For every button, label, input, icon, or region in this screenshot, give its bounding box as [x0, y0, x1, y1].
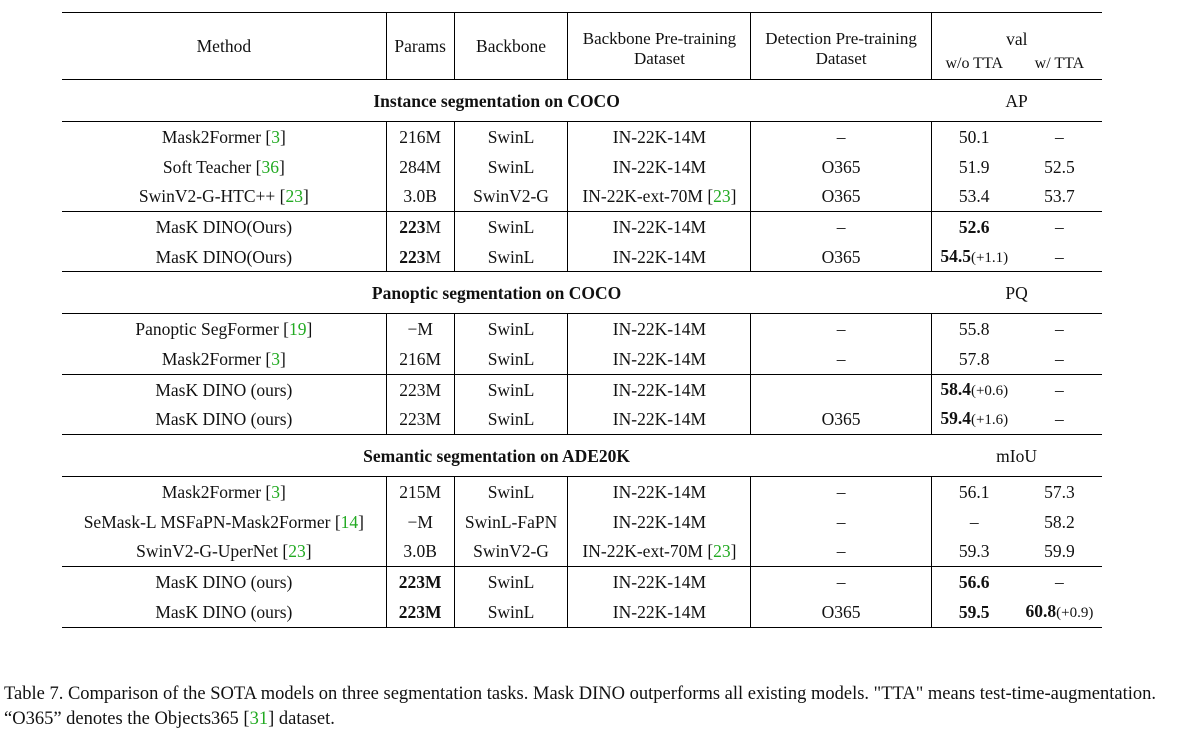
w-tta-cell: [1017, 181, 1102, 211]
backbone-dataset-cell: IN-22K-ext-70M [23]: [568, 537, 751, 567]
wo-tta-cell: [931, 152, 1017, 182]
w-tta-value: 58.2: [1044, 511, 1075, 532]
table-body: [62, 13, 1102, 628]
header-wo-tta: w/o TTA: [931, 49, 1017, 80]
citation-link[interactable]: 23: [713, 186, 731, 207]
backbone-dataset: IN-22K-14M: [612, 348, 707, 369]
wo-tta-bold: 59.4: [940, 408, 971, 429]
method-name: Mask2Former: [161, 126, 262, 147]
sota-comparison-table: [62, 12, 1102, 628]
header-bb-dataset: Dataset: [568, 49, 751, 80]
wo-tta-cell: [931, 181, 1017, 211]
backbone-dataset-cell: [568, 242, 751, 272]
citation-link[interactable]: 3: [271, 482, 280, 503]
params-cell: [386, 507, 454, 537]
params-bold: 223: [399, 246, 426, 267]
params-value: M: [425, 246, 442, 267]
citation-link[interactable]: 23: [285, 186, 303, 207]
backbone-cell: SwinL: [454, 152, 568, 182]
backbone-dataset: IN-22K-14M: [612, 379, 707, 400]
citation-link[interactable]: 19: [288, 319, 307, 340]
method-cell: SwinV2-G-UperNet [23]: [62, 537, 386, 567]
params-cell: [386, 122, 454, 152]
method-name: MasK DINO (ours): [155, 379, 293, 400]
method-cell: [62, 405, 386, 435]
wo-tta-value: 53.4: [958, 186, 990, 207]
backbone-dataset: IN-22K-14M: [612, 409, 707, 430]
wo-tta-cell: [931, 242, 1017, 272]
backbone-cell: SwinV2-G: [454, 181, 568, 211]
detection-dataset-cell: –: [751, 314, 931, 344]
w-tta-value: –: [1055, 572, 1064, 593]
detection-dataset-cell: –: [751, 537, 931, 567]
w-tta-bold: 60.8: [1025, 600, 1057, 621]
params-cell: [386, 152, 454, 182]
w-tta-cell: [1017, 242, 1102, 272]
method-cell: [62, 212, 386, 242]
backbone-dataset-cell: IN-22K-ext-70M [23]: [568, 181, 751, 211]
backbone-dataset: IN-22K-14M: [612, 572, 707, 593]
w-tta-cell: [1017, 212, 1102, 242]
params-bold: 223M: [398, 572, 442, 593]
table-row: [62, 181, 1102, 211]
wo-tta-cell: [931, 537, 1017, 567]
detection-dataset-cell: –: [751, 477, 931, 507]
params-cell: [386, 537, 454, 567]
w-tta-value: –: [1055, 348, 1064, 369]
w-tta-value: –: [1055, 126, 1064, 147]
wo-tta-cell: [931, 507, 1017, 537]
backbone-cell: SwinL: [454, 314, 568, 344]
method-name: SeMask-L MSFaPN-Mask2Former: [83, 511, 331, 532]
backbone-dataset-cell: [568, 405, 751, 435]
w-tta-value: –: [1055, 409, 1064, 430]
caption-citation[interactable]: 31: [249, 709, 269, 729]
backbone-cell: SwinL: [454, 212, 568, 242]
table-row: [62, 374, 1102, 404]
header-params: Params: [386, 13, 454, 80]
detection-dataset-cell: O365: [751, 405, 931, 435]
w-tta-value: 52.5: [1044, 156, 1075, 177]
w-tta-cell: [1017, 597, 1102, 627]
caption-text-end: ] dataset.: [268, 709, 335, 729]
wo-tta-value: –: [969, 511, 979, 532]
params-cell: [386, 567, 454, 597]
detection-dataset-cell: O365: [751, 181, 931, 211]
section-header-row: [62, 435, 1102, 477]
backbone-dataset-cell: [568, 152, 751, 182]
backbone-dataset-cell: [568, 122, 751, 152]
section-metric: PQ: [931, 272, 1102, 314]
params-value: 223M: [399, 409, 442, 430]
wo-tta-value: 55.8: [958, 319, 990, 340]
table-row: [62, 507, 1102, 537]
wo-tta-cell: [931, 567, 1017, 597]
backbone-dataset-cell: [568, 212, 751, 242]
method-name: Panoptic SegFormer: [135, 319, 279, 340]
wo-tta-value: 57.8: [958, 348, 990, 369]
wo-tta-cell: [931, 344, 1017, 374]
caption-text: Table 7. Comparison of the SOTA models on three segmentation tasks. Mask DINO outperforms all existing models. "TTA" means test-time-augmentation. “O365” denotes the Objects365 [: [4, 684, 1156, 729]
detection-dataset-cell: [751, 374, 931, 404]
w-tta-value: –: [1055, 319, 1064, 340]
detection-dataset-cell: O365: [751, 152, 931, 182]
w-tta-cell: [1017, 314, 1102, 344]
backbone-dataset-cell: [568, 344, 751, 374]
method-name: Mask2Former: [161, 482, 262, 503]
method-name: MasK DINO (ours): [155, 572, 293, 593]
section-metric: AP: [931, 80, 1102, 122]
params-cell: [386, 212, 454, 242]
params-value: 223M: [399, 379, 442, 400]
w-tta-cell: [1017, 344, 1102, 374]
section-title: Semantic segmentation on ADE20K: [62, 435, 931, 477]
w-tta-cell: [1017, 122, 1102, 152]
table-row: [62, 242, 1102, 272]
wo-tta-cell: [931, 314, 1017, 344]
method-cell: [62, 374, 386, 404]
header-method: Method: [62, 13, 386, 80]
citation-link[interactable]: 36: [261, 156, 279, 177]
wo-tta-cell: [931, 122, 1017, 152]
detection-dataset-cell: –: [751, 122, 931, 152]
backbone-dataset-cell: [568, 374, 751, 404]
header-val: val: [931, 13, 1102, 50]
backbone-cell: SwinL: [454, 344, 568, 374]
method-cell: SwinV2-G-HTC++ [23]: [62, 181, 386, 211]
params-bold: 223M: [398, 601, 442, 622]
params-value: 215M: [399, 482, 442, 503]
method-cell: Soft Teacher [36]: [62, 152, 386, 182]
method-cell: SeMask-L MSFaPN-Mask2Former [14]: [62, 507, 386, 537]
params-value: 216M: [399, 348, 442, 369]
backbone-dataset: IN-22K-ext-70M: [582, 186, 703, 207]
header-backbone: Backbone: [454, 13, 568, 80]
backbone-cell: SwinL: [454, 374, 568, 404]
params-cell: [386, 181, 454, 211]
w-tta-cell: [1017, 374, 1102, 404]
section-title: Panoptic segmentation on COCO: [62, 272, 931, 314]
w-tta-cell: [1017, 507, 1102, 537]
backbone-dataset: IN-22K-ext-70M: [582, 541, 703, 562]
wo-tta-cell: [931, 405, 1017, 435]
params-cell: [386, 344, 454, 374]
wo-tta-value: 51.9: [958, 156, 990, 177]
method-name: MasK DINO(Ours): [155, 246, 293, 267]
section-metric: mIoU: [931, 435, 1102, 477]
wo-tta-bold: 58.4: [940, 378, 971, 399]
backbone-cell: SwinL: [454, 597, 568, 627]
detection-dataset-cell: –: [751, 567, 931, 597]
detection-dataset-cell: O365: [751, 242, 931, 272]
w-tta-value: –: [1055, 216, 1064, 237]
wo-tta-delta: (+1.6): [970, 412, 1009, 429]
w-tta-cell: [1017, 405, 1102, 435]
section-title: Instance segmentation on COCO: [62, 80, 931, 122]
backbone-dataset: IN-22K-14M: [612, 156, 707, 177]
params-value: 284M: [399, 156, 442, 177]
params-cell: [386, 405, 454, 435]
params-cell: [386, 477, 454, 507]
w-tta-cell: [1017, 567, 1102, 597]
wo-tta-cell: [931, 597, 1017, 627]
table-row: [62, 344, 1102, 374]
params-value: 3.0B: [403, 186, 437, 207]
wo-tta-delta: (+0.6): [970, 382, 1009, 399]
citation-link[interactable]: 23: [288, 541, 306, 562]
backbone-dataset-cell: [568, 507, 751, 537]
table-row: [62, 314, 1102, 344]
method-cell: Mask2Former [3]: [62, 344, 386, 374]
backbone-cell: SwinL: [454, 477, 568, 507]
backbone-cell: SwinL: [454, 242, 568, 272]
citation-link[interactable]: 3: [271, 348, 280, 369]
wo-tta-value: 59.3: [958, 541, 990, 562]
backbone-dataset-cell: [568, 597, 751, 627]
table-row: [62, 122, 1102, 152]
table-row: [62, 597, 1102, 627]
citation-link[interactable]: 23: [713, 541, 731, 562]
backbone-dataset-cell: [568, 477, 751, 507]
detection-dataset-cell: –: [751, 212, 931, 242]
params-bold: 223: [399, 216, 426, 237]
method-name: MasK DINO (ours): [155, 409, 293, 430]
method-cell: Panoptic SegFormer [19]: [62, 314, 386, 344]
backbone-cell: SwinL-FaPN: [454, 507, 568, 537]
wo-tta-cell: [931, 477, 1017, 507]
citation-link[interactable]: 3: [271, 126, 280, 147]
params-cell: [386, 242, 454, 272]
method-cell: [62, 242, 386, 272]
header-w-tta: w/ TTA: [1017, 49, 1102, 80]
header-det-dataset: Dataset: [751, 49, 931, 80]
wo-tta-bold: 54.5: [940, 245, 971, 266]
backbone-dataset: IN-22K-14M: [612, 319, 707, 340]
detection-dataset-cell: –: [751, 344, 931, 374]
w-tta-value: 57.3: [1044, 482, 1075, 503]
w-tta-value: 59.9: [1044, 541, 1075, 562]
wo-tta-value: 50.1: [958, 126, 990, 147]
backbone-cell: SwinL: [454, 122, 568, 152]
w-tta-value: –: [1055, 379, 1064, 400]
method-name: Soft Teacher: [162, 156, 252, 177]
params-cell: [386, 374, 454, 404]
params-value: −M: [407, 511, 433, 532]
table-row: [62, 212, 1102, 242]
detection-dataset-cell: O365: [751, 597, 931, 627]
wo-tta-bold: 56.6: [958, 572, 990, 593]
w-tta-value: –: [1055, 246, 1064, 267]
w-tta-cell: [1017, 152, 1102, 182]
method-name: MasK DINO(Ours): [155, 216, 293, 237]
wo-tta-bold: 52.6: [958, 216, 990, 237]
header-row-1: [62, 13, 1102, 50]
table-row: [62, 567, 1102, 597]
w-tta-value: 53.7: [1044, 186, 1075, 207]
citation-link[interactable]: 14: [340, 511, 359, 532]
header-bb-pretrain: Backbone Pre-training: [568, 13, 751, 50]
wo-tta-value: 56.1: [958, 482, 990, 503]
table-row: [62, 152, 1102, 182]
backbone-dataset: IN-22K-14M: [612, 216, 707, 237]
params-cell: [386, 314, 454, 344]
method-cell: [62, 567, 386, 597]
wo-tta-cell: [931, 212, 1017, 242]
backbone-dataset: IN-22K-14M: [612, 482, 707, 503]
method-name: SwinV2-G-UperNet: [136, 541, 279, 562]
method-name: Mask2Former: [161, 348, 262, 369]
backbone-cell: SwinL: [454, 405, 568, 435]
backbone-cell: SwinL: [454, 567, 568, 597]
w-tta-delta: (+0.9): [1056, 604, 1094, 621]
params-value: M: [425, 216, 442, 237]
backbone-dataset: IN-22K-14M: [612, 126, 707, 147]
method-cell: Mask2Former [3]: [62, 477, 386, 507]
table-row: [62, 537, 1102, 567]
header-det-pretrain: Detection Pre-training: [751, 13, 931, 50]
backbone-dataset: IN-22K-14M: [612, 511, 707, 532]
table-caption: [4, 682, 1184, 732]
method-cell: [62, 597, 386, 627]
detection-dataset-cell: –: [751, 507, 931, 537]
wo-tta-delta: (+1.1): [970, 249, 1009, 266]
w-tta-cell: [1017, 537, 1102, 567]
backbone-dataset: IN-22K-14M: [612, 601, 707, 622]
params-value: 3.0B: [403, 541, 437, 562]
section-header-row: [62, 80, 1102, 122]
backbone-dataset-cell: [568, 314, 751, 344]
w-tta-cell: [1017, 477, 1102, 507]
section-header-row: [62, 272, 1102, 314]
params-cell: [386, 597, 454, 627]
params-value: −M: [407, 319, 433, 340]
backbone-dataset-cell: [568, 567, 751, 597]
wo-tta-bold: 59.5: [958, 601, 990, 622]
params-value: 216M: [399, 126, 442, 147]
wo-tta-cell: [931, 374, 1017, 404]
table-row: [62, 477, 1102, 507]
table-row: [62, 405, 1102, 435]
backbone-dataset: IN-22K-14M: [612, 246, 707, 267]
backbone-cell: SwinV2-G: [454, 537, 568, 567]
method-name: MasK DINO (ours): [155, 601, 293, 622]
method-name: SwinV2-G-HTC++: [138, 186, 276, 207]
method-cell: Mask2Former [3]: [62, 122, 386, 152]
